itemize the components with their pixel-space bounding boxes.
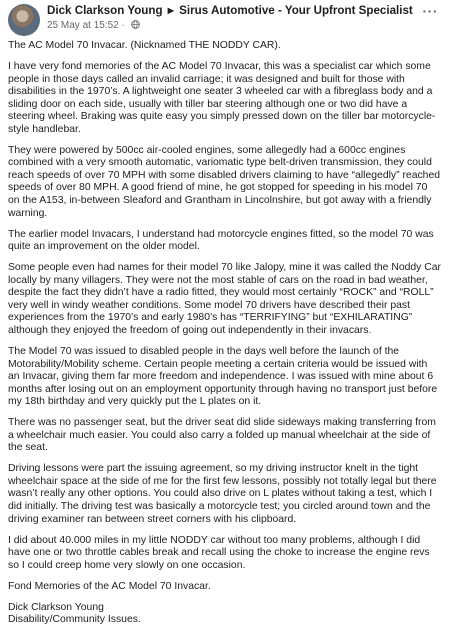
post-paragraph: I have very fond memories of the AC Model 70 Invacar, this was a specialist car which some people in those days called an invalid carriage; it was designed and built for those with disabilities in the 1970’s. A lightweight one seater 3 wheeled car with a fibreglass body and a sliding door on each side, usually with tiller bar steering although one or two did have a steering wheel. Braking was quite easy you simply pressed down on the tiller bar motorcycle-style handlebar. xyxy=(8,61,436,135)
post-header-text xyxy=(47,4,413,32)
post-paragraph: The Model 70 was issued to disabled people in the days well before the launch of the Motorability/Mobility scheme. Certain people meeting a certain criteria would be issued with an Invacar, giving them far more freedom and independence. I was issued with mine about 6 months after losing out on an employment opportunity through having no transport just before my 18th birthday and very quickly put the L plates on it. xyxy=(8,345,438,408)
post-paragraph: There was no passenger seat, but the driver seat did slide sideways making transferring from a wheelchair much easier. You could also carry a folded up manual wheelchair at the side of the seat. xyxy=(8,417,436,454)
more-options-icon[interactable]: ··· xyxy=(422,3,438,19)
post-body xyxy=(8,40,441,627)
signature-name: Dick Clarkson Young xyxy=(8,601,104,613)
post-paragraph: Fond Memories of the AC Model 70 Invacar. xyxy=(8,580,211,592)
post-paragraph: They were powered by 500cc air-cooled engines, some allegedly had a 600cc engines combined with a very smooth automatic, variomatic type belt-driven transmission, they could reach speeds of over 70 MPH with some disabled drivers claiming to have “allegedly” reached speeds of over 80 MPH. A good friend of mine, he got stopped for speeding in his model 70 on the A153, in-between Sleaford and Grantham in Lincolnshire, but got away with a friendly warning. xyxy=(8,144,441,219)
post-timestamp[interactable]: 25 May at 15:52 xyxy=(47,20,119,31)
post-paragraph: The earlier model Invacars, I understand had motorcycle engines fitted, so the model 70 was quite an improvement on the older model. xyxy=(8,228,434,253)
globe-icon xyxy=(131,20,140,29)
meta-separator: · xyxy=(121,20,125,31)
post-header xyxy=(8,3,441,39)
author-name[interactable]: Dick Clarkson Young xyxy=(47,4,163,17)
author-avatar[interactable] xyxy=(8,4,40,36)
caret-right-icon: ▶ xyxy=(167,6,174,15)
signature-title: Disability/Community Issues. xyxy=(8,614,141,626)
post-paragraph: I did about 40.000 miles in my little NODDY car without too many problems, although I did have one or two throttle cables break and recall using the choke to increase the engine revs so I could creep home very slowly on one occasion. xyxy=(8,534,430,571)
post-paragraph: The AC Model 70 Invacar. (Nicknamed THE NODDY CAR). xyxy=(8,40,281,51)
group-name[interactable]: Sirus Automotive - Your Upfront Specialist xyxy=(179,4,413,17)
author-line xyxy=(47,4,413,18)
post-paragraph: Some people even had names for their model 70 like Jalopy, mine it was called the Noddy Car locally by many villagers. They were not the most stable of cars on the road in bad weather, despite the fact they didn’t have a radio fitted, they would most certainly “ROCK” and “ROLL” very well in windy weather conditions. Some model 70 drivers have described their past experiences from the 1970’s and early 1980’s has “TERRIFYING” but “EXHILARATING” although they enjoyed the freedom of going out independently in their invacars. xyxy=(8,262,441,336)
post-paragraph: Driving lessons were part the issuing agreement, so my driving instructor knelt in the tight wheelchair space at the side of me for the first few lessons, possibly not totally legal but there wasn’t really any other options. You could also drive on L plates without taking a test, which I did initially. The driving test was basically a motorcycle test; you circled around town and the driving examiner ran between street corners with his clipboard. xyxy=(8,463,437,525)
post-meta xyxy=(47,19,413,32)
